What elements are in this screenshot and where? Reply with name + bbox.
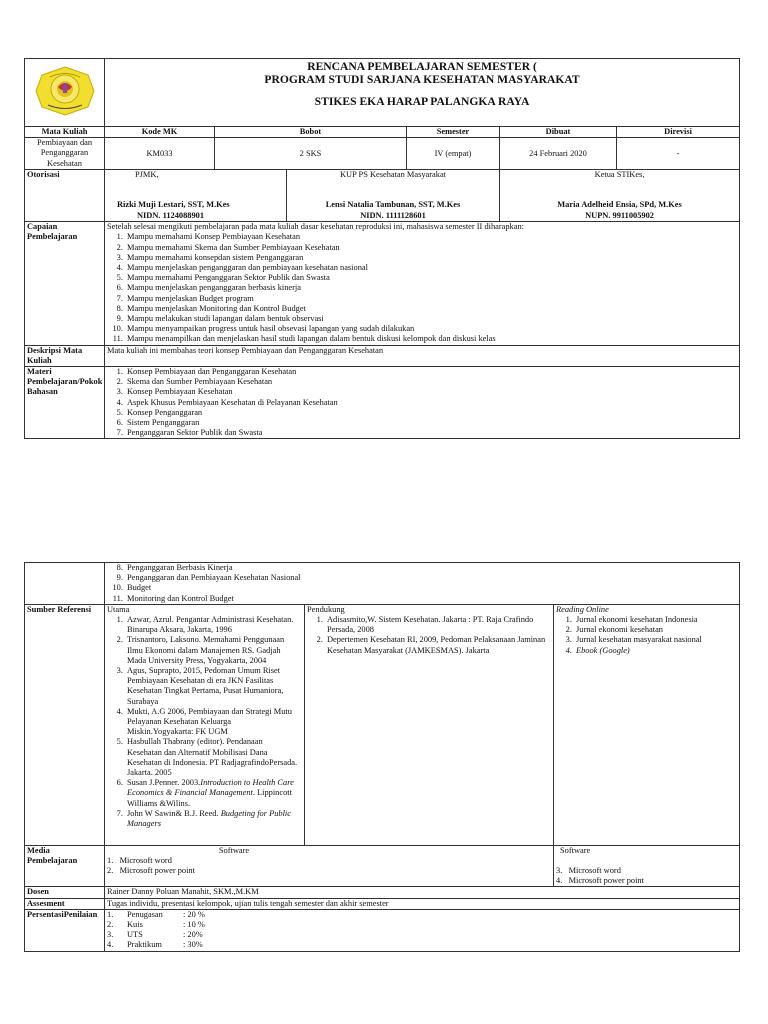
media-label: Media Pembelajaran (25, 845, 105, 887)
institution-logo (34, 65, 96, 117)
penilaian-name: Praktikum (127, 940, 162, 950)
pendukung-reference: 2. Depertemen Kesehatan RI, 2009, Pedoman Pelaksanaan Jaminan Kesehatan Masyarakat (JAMKESMAS). Jakarta (325, 635, 547, 655)
capaian-label: Capaian Pembelajaran (25, 222, 105, 345)
pendukung-reference: 1. Adisasmito,W. Sistem Kesehatan. Jakarta : PT. Raja Crafindo Persada, 2008 (325, 615, 547, 635)
penilaian-name: Kuis (127, 920, 143, 930)
online-reference: 1. Jurnal ekonomi kesehatan Indonesia (574, 615, 737, 625)
course-semester: IV (empat) (407, 138, 500, 170)
otorisasi-kup (287, 170, 500, 222)
media-right-item-4: 4. Microsoft power point (556, 876, 644, 886)
media-right-head: Software (560, 845, 591, 855)
penilaian-value: : 10 % (183, 920, 205, 930)
materi-item: 6. Sistem Penganggaran (125, 418, 737, 428)
capaian-item: 10. Mampu menyampaikan progress untuk hasil obsevasi lapangan yang sudah dilakukan (125, 324, 737, 334)
col-semester: Semester (407, 127, 500, 138)
media-left-item-2: 2. Microsoft power point (107, 866, 195, 876)
utama-reference: 6. Susan J.Penner. 2003.Introduction to Health Care Economics & Financial Management. Lippincott Williams &Wilins. (125, 778, 298, 809)
col-mata-kuliah: Mata Kuliah (25, 127, 105, 138)
capaian-item: 6. Mampu menjelaskan penganggaran berbasis kinerja (125, 283, 737, 293)
referensi-pendukung (305, 604, 554, 845)
dosen-value: Rainer Danny Poluan Manahit, SKM.,M.KM (105, 887, 740, 898)
materi-item: 9. Penganggaran dan Pembiayaan Kesehatan Nasional (125, 573, 737, 583)
materi-item: 10. Budget (125, 583, 737, 593)
logo-cell (25, 59, 105, 127)
col-direvisi: Direvisi (617, 127, 740, 138)
otorisasi-label: Otorisasi (25, 170, 105, 222)
utama-label: Utama (107, 604, 130, 614)
media-left-head: Software (218, 845, 250, 855)
penilaian-row: 2. Kuis : 10 % (107, 920, 205, 930)
penilaian-row: 4. Praktikum : 30% (107, 940, 203, 950)
referensi-label: Sumber Referensi (25, 604, 105, 845)
header-line1: RENCANA PEMBELAJARAN SEMESTER ( (307, 60, 537, 73)
materi-item: 2. Skema dan Sumber Pembiayaan Kesehatan (125, 377, 737, 387)
assesment-label: Assesment (25, 898, 105, 909)
dosen-label: Dosen (25, 887, 105, 898)
col-dibuat: Dibuat (500, 127, 617, 138)
materi-label: Materi Pembelajaran/Pokok Bahasan (25, 367, 105, 439)
capaian-item: 9. Mampu melakukan studi lapangan dalam bentuk observasi (125, 314, 737, 324)
course-revised: - (617, 138, 740, 170)
rps-table-page1 (24, 58, 740, 439)
capaian-item: 1. Mampu memahami Konsep Pembiayaan Kesehatan (125, 232, 737, 242)
rps-table-page2 (24, 562, 740, 952)
penilaian-value: : 20% (183, 930, 203, 940)
kup-name: Lensi Natalia Tambunan, SST, M.Kes (325, 200, 461, 210)
utama-reference: 1. Azwar, Azrul. Pengantar Administrasi Kesehatan. Binarupa Aksara, Jakarta, 1996 (125, 615, 298, 635)
capaian-item: 11. Mampu menampilkan dan menjelaskan hasil studi lapangan dalam bentuk diskusi kelompok dan diskusi kelas (125, 334, 737, 344)
referensi-utama (105, 604, 305, 845)
capaian-item: 3. Mampu memahami konsepdan sistem Penganggaran (125, 253, 737, 263)
penilaian-name: Penugasan (127, 909, 163, 919)
materi-cont-label (25, 563, 105, 605)
pjmk-id: NIDN. 1124088901 (137, 210, 205, 220)
capaian-item: 8. Mampu menjelaskan Monitoring dan Kontrol Budget (125, 304, 737, 314)
materi-item: 7. Penganggaran Sektor Publik dan Swasta (125, 428, 737, 438)
penilaian-value: : 20 % (183, 909, 205, 919)
online-label: Reading Online (556, 604, 609, 614)
utama-reference: 5. Hasbullah Thabrany (editor). Pendanaan Kesehatan dan Alternatif Mobilisasi Dana Kesehatan di Indonesia. PT RadjagrafindoPersada. Jakarta. 2005 (125, 737, 298, 778)
utama-reference: 7. John W Sawin& B.J. Reed. Budgeting for Public Managers (125, 809, 298, 829)
capaian-item: 4. Mampu menjelaskan penganggaran dan pembiayaan kesehatan nasional (125, 263, 737, 273)
penilaian-label: PersentasiPenilaian (25, 909, 105, 951)
penilaian-content (105, 909, 740, 951)
header-cell (105, 59, 740, 127)
materi-item: 1. Konsep Pembiayaan dan Penganggaran Kesehatan (125, 367, 737, 377)
penilaian-list (107, 910, 737, 951)
utama-reference: 3. Agus, Suprapto, 2015, Pedoman Umum Riset Pembiayaan Kesehatan di era JKN Fasilitas Kesehatan Tingkat Pertama, Pusat Humaniora, Surabaya (125, 666, 298, 707)
ketua-role: Ketua STIKes, (594, 170, 645, 180)
penilaian-row: 3. UTS : 20% (107, 930, 203, 940)
assesment-value: Tugas individu, presentasi kelompok, ujian tulis tengah semester dan akhir semester (105, 898, 740, 909)
capaian-item: 7. Mampu menjelaskan Budget program (125, 294, 737, 304)
materi-list-page1 (107, 367, 737, 438)
pjmk-name: Rizki Muji Lestari, SST, M.Kes (117, 200, 230, 210)
materi-item: 3. Konsep Pembiayaan Kesehatan (125, 387, 737, 397)
header-line2: PROGRAM STUDI SARJANA KESEHATAN MASYARAKAT (264, 73, 580, 86)
col-kode-mk: Kode MK (105, 127, 215, 138)
pendukung-label: Pendukung (307, 604, 345, 614)
online-reference: 2. Jurnal ekonomi kesehatan (574, 625, 737, 635)
utama-list (107, 615, 302, 829)
materi-item: 4. Aspek Khusus Pembiayaan Kesehatan di Pelayanan Kesehatan (125, 398, 737, 408)
media-right-item-3: 3. Microsoft word (556, 866, 621, 876)
materi-item: 11. Monitoring dan Kontrol Budget (125, 594, 737, 604)
pjmk-role: PJMK, (135, 170, 159, 180)
otorisasi-ketua (500, 170, 740, 222)
online-list (556, 615, 737, 656)
online-reference: 4. Ebook (Google) (574, 646, 737, 656)
media-left (105, 845, 554, 887)
course-credits: 2 SKS (215, 138, 407, 170)
capaian-list (107, 232, 737, 344)
course-code: KM033 (105, 138, 215, 170)
kup-role: KUP PS Kesehatan Masyarakat (340, 170, 446, 180)
referensi-online (554, 604, 740, 845)
utama-reference: 2. Trisnantoro, Laksono. Memahami Penggunaan Ilmu Ekonomi dalam Manajemen RS. Gadjah Mada University Press, Yogyakarta, 2004 (125, 635, 298, 666)
capaian-content (105, 222, 740, 345)
col-bobot: Bobot (215, 127, 407, 138)
online-reference: 3. Jurnal kesehatan masyarakat nasional (574, 635, 737, 645)
materi-item: 8. Penganggaran Berbasis Kinerja (125, 563, 737, 573)
course-name: Pembiayaan dan Penganggaran Kesehatan (25, 138, 105, 170)
course-created: 24 Februari 2020 (500, 138, 617, 170)
ketua-id: NUPN. 9911005902 (585, 210, 654, 220)
penilaian-row: 1. Penugasan : 20 % (107, 909, 205, 919)
materi-content (105, 367, 740, 439)
materi-list-page2 (107, 563, 737, 604)
media-left-item-1: 1. Microsoft word (107, 856, 172, 866)
otorisasi-pjmk (105, 170, 287, 222)
penilaian-value: : 30% (183, 940, 203, 950)
pendukung-list (307, 615, 551, 656)
deskripsi-text: Mata kuliah ini membahas teori konsep Pembiayaan dan Penganggaran Kesehatan (105, 345, 740, 366)
capaian-intro: Setelah selesai mengikuti pembelajaran pada mata kuliah dasar kesehatan reproduksi ini, mahasiswa semester II diharapkan: (107, 222, 524, 232)
header-line3: STIKES EKA HARAP PALANGKA RAYA (314, 95, 530, 108)
kup-id: NIDN. 1111128601 (360, 210, 426, 220)
materi-item: 5. Konsep Penganggaran (125, 408, 737, 418)
deskripsi-label: Deskripsi Mata Kuliah (25, 345, 105, 366)
capaian-item: 5. Mampu memahami Penganggaran Sektor Publik dan Swasta (125, 273, 737, 283)
capaian-item: 2. Mampu memahami Skema dan Sumber Pembiayaan Kesehatan (125, 243, 737, 253)
materi-cont-content (105, 563, 740, 605)
media-right (554, 845, 740, 887)
utama-reference: 4. Mukti, A.G 2006, Pembiayaan dan Strategi Mutu Pelayanan Kesehatan Keluarga Miskin.Yogyakarta: FK UGM (125, 707, 298, 738)
ketua-name: Maria Adelheid Ensia, SPd, M.Kes (557, 200, 682, 210)
penilaian-name: UTS (127, 930, 143, 940)
